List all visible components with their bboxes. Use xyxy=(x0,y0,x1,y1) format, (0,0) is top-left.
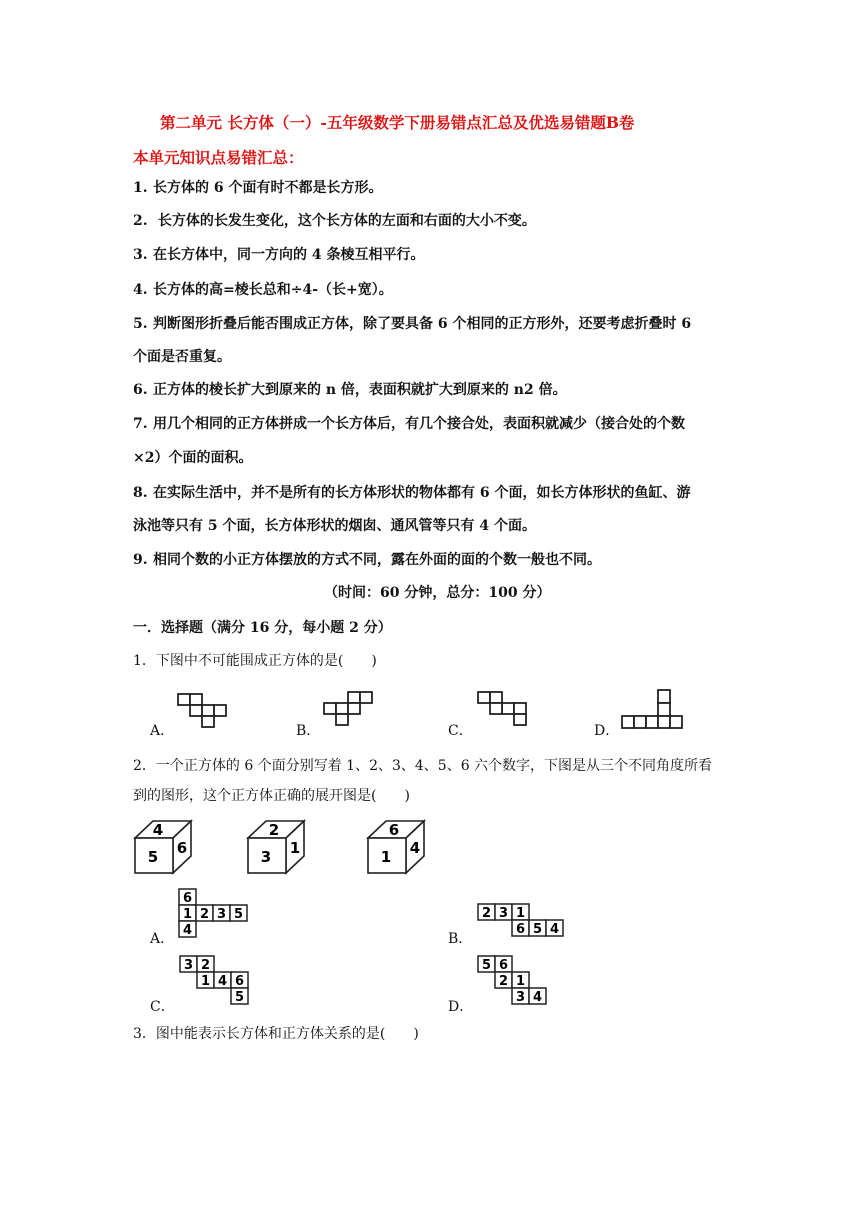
q1-option-a-label: A． xyxy=(150,723,175,739)
point-2: 2. 长方体的长发生变化，这个长方体的左面和右面的大小不变。 xyxy=(133,213,536,229)
q2-option-d-label: D． xyxy=(448,999,474,1015)
net-a-top: 6 xyxy=(182,891,193,906)
point-6: 6. 正方体的棱长扩大到原来的 n 倍，表面积就扩大到原来的 n2 倍。 xyxy=(133,382,567,398)
q2-net-a-figure xyxy=(177,887,251,941)
q2-option-c-label: C． xyxy=(150,999,175,1015)
net-c-cell: 1 xyxy=(200,974,211,989)
document-title: 第二单元 长方体（一）-五年级数学下册易错点汇总及优选易错题B卷 xyxy=(160,113,635,132)
q1-net-d-figure xyxy=(620,688,686,730)
q2-cube3-top: 6 xyxy=(388,821,400,839)
q2-cube2-front: 3 xyxy=(260,848,272,866)
point-8: 8. 在实际生活中，并不是所有的长方体形状的物体都有 6 个面，如长方体形状的鱼缸、游 xyxy=(133,485,691,501)
net-b-cell: 1 xyxy=(515,906,526,921)
net-b-cell: 2 xyxy=(481,906,492,921)
point-5: 5. 判断图形折叠后能否围成正方体，除了要具备 6 个相同的正方形外，还要考虑折叠时 6 xyxy=(133,316,692,332)
net-d-cell: 5 xyxy=(481,958,492,973)
q2-cube-view-1 xyxy=(133,818,195,876)
q1-net-c-figure xyxy=(476,690,530,732)
q1-net-b-figure xyxy=(322,690,374,730)
net-a-cell: 5 xyxy=(233,907,244,922)
net-c-cell: 5 xyxy=(234,990,245,1005)
net-d-cell: 4 xyxy=(532,990,543,1005)
q2-cube2-top: 2 xyxy=(268,821,280,839)
net-c-cell: 4 xyxy=(217,974,228,989)
point-4: 4. 长方体的高=棱长总和÷4-（长+宽）。 xyxy=(133,282,393,298)
q1-option-c-label: C． xyxy=(448,723,473,739)
net-d-cell: 3 xyxy=(515,990,526,1005)
question-2-text-line2: 到的图形，这个正方体正确的展开图是( ) xyxy=(133,788,410,804)
summary-heading: 本单元知识点易错汇总： xyxy=(133,148,304,167)
net-a-cell: 3 xyxy=(216,907,227,922)
point-7: 7. 用几个相同的正方体拼成一个长方体后，有几个接合处，表面积就减少（接合处的个数 xyxy=(133,416,685,432)
q2-cube1-side: 6 xyxy=(176,839,188,857)
q2-cube-view-3 xyxy=(366,818,428,876)
question-2-text-line1: 2．一个正方体的 6 个面分别写着 1、2、3、4、5、6 六个数字，下图是从三个不同角度所看 xyxy=(133,758,713,774)
net-c-cell: 3 xyxy=(183,958,194,973)
net-b-cell: 5 xyxy=(532,922,543,937)
exam-info: （时间：60 分钟，总分：100 分） xyxy=(324,585,551,601)
net-c-cell: 2 xyxy=(200,958,211,973)
point-1: 1. 长方体的 6 个面有时不都是长方形。 xyxy=(133,180,383,196)
point-9: 9. 相同个数的小正方体摆放的方式不同，露在外面的面的个数一般也不同。 xyxy=(133,552,601,568)
net-d-cell: 6 xyxy=(498,958,509,973)
net-d-cell: 2 xyxy=(498,974,509,989)
q2-cube3-front: 1 xyxy=(380,848,392,866)
net-b-cell: 6 xyxy=(515,922,526,937)
net-c-cell: 6 xyxy=(234,974,245,989)
net-a-cell: 2 xyxy=(199,907,210,922)
q1-option-b-label: B． xyxy=(296,723,321,739)
q2-option-b-label: B． xyxy=(448,931,473,947)
q2-net-b-figure xyxy=(476,902,566,940)
question-3-text: 3．图中能表示长方体和正方体关系的是( ) xyxy=(133,1026,419,1042)
net-a-bottom: 4 xyxy=(182,923,193,938)
net-a-cell: 1 xyxy=(182,907,193,922)
q1-net-a-figure xyxy=(176,692,230,730)
point-3: 3. 在长方体中，同一方向的 4 条棱互相平行。 xyxy=(133,247,425,263)
q2-cube3-side: 4 xyxy=(409,839,421,857)
point-8-continued: 泳池等只有 5 个面，长方体形状的烟囱、通风管等只有 4 个面。 xyxy=(133,518,536,534)
section-heading-choice: 一．选择题（满分 16 分，每小题 2 分） xyxy=(133,620,392,636)
q2-net-d-figure xyxy=(476,954,550,1008)
point-7-continued: ×2）个面的面积。 xyxy=(133,450,253,466)
q1-option-d-label: D． xyxy=(594,723,620,739)
q2-cube2-side: 1 xyxy=(289,839,301,857)
q2-option-a-label: A． xyxy=(150,931,175,947)
q2-cube1-top: 4 xyxy=(152,821,164,839)
question-1-text: 1．下图中不可能围成正方体的是( ) xyxy=(133,653,377,669)
point-5-continued: 个面是否重复。 xyxy=(133,349,231,365)
q2-cube1-front: 5 xyxy=(147,848,159,866)
q2-net-c-figure xyxy=(178,954,252,1008)
net-b-cell: 3 xyxy=(498,906,509,921)
q2-cube-view-2 xyxy=(246,818,308,876)
net-d-cell: 1 xyxy=(515,974,526,989)
net-b-cell: 4 xyxy=(549,922,560,937)
